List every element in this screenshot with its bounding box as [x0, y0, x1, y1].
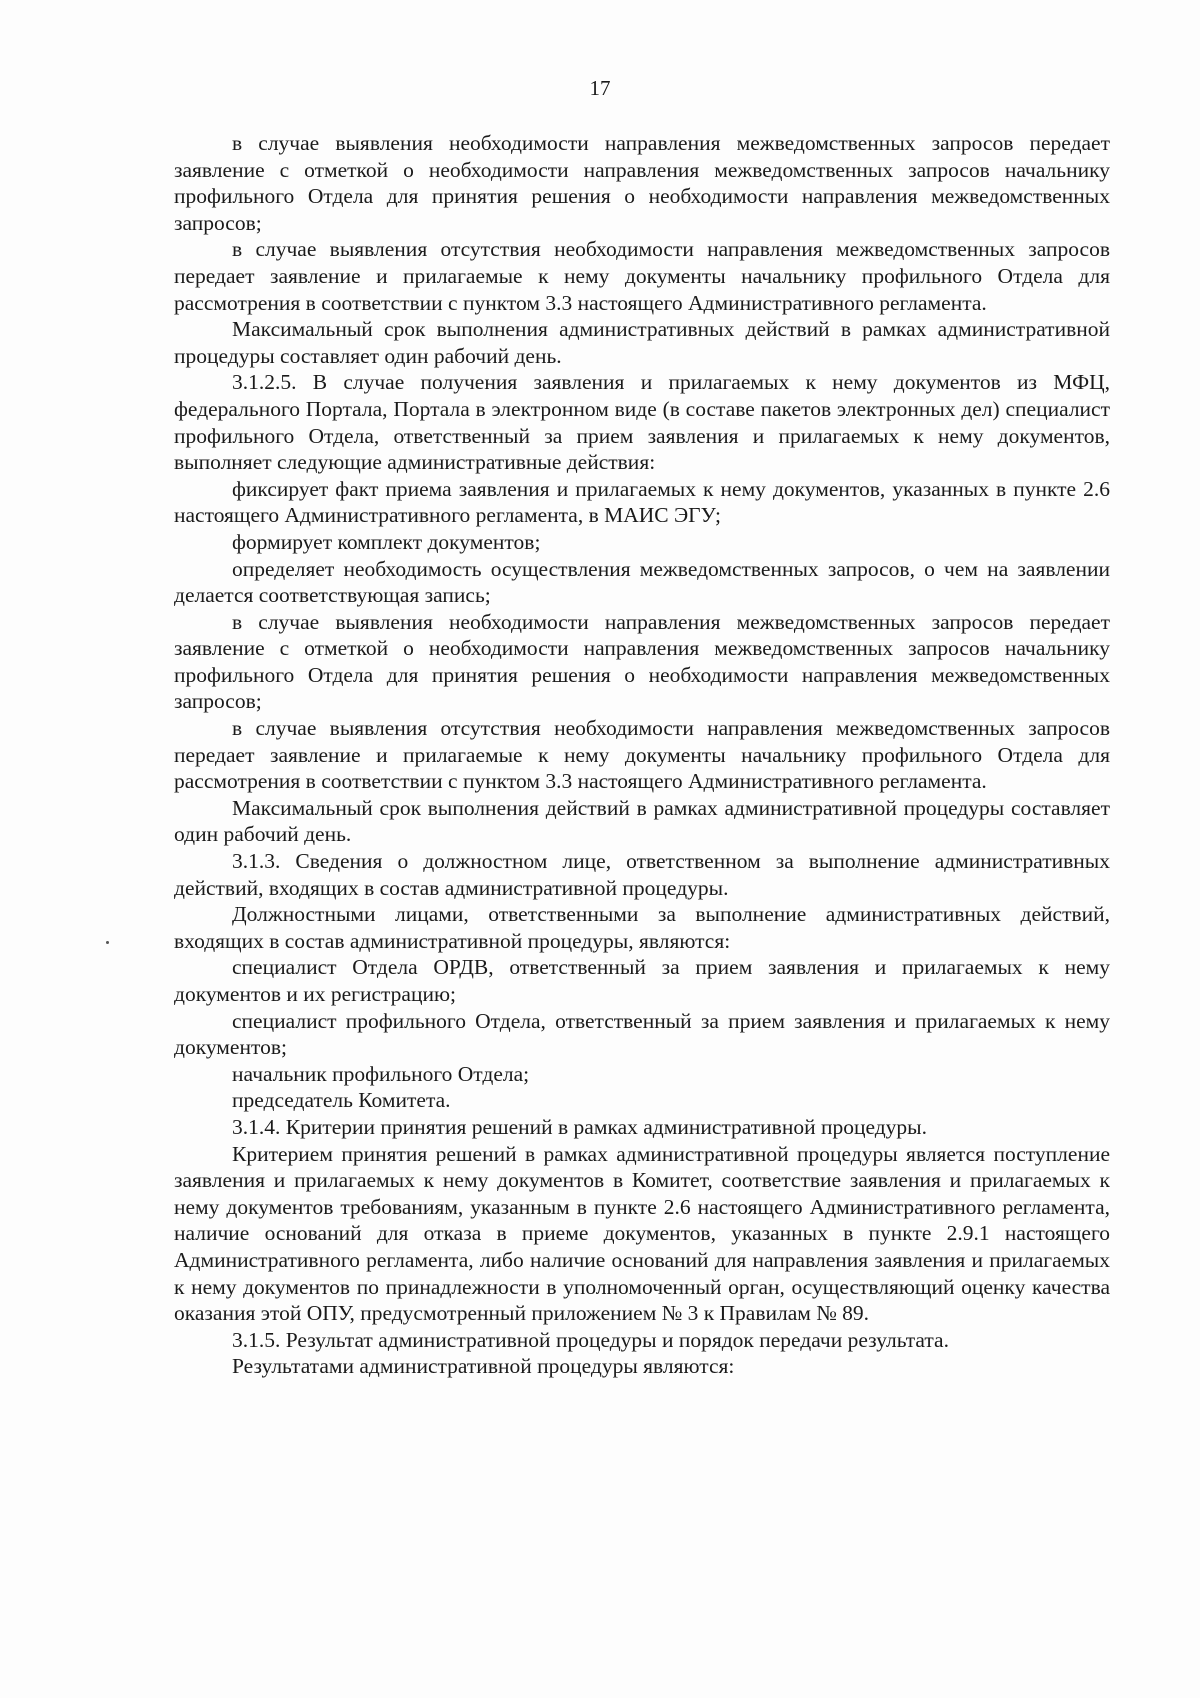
paragraph: 3.1.3. Сведения о должностном лице, ответственном за выполнение административных действий, входящих в состав административной процедуры.: [174, 849, 1110, 900]
paragraph: в случае выявления необходимости направления межведомственных запросов передает заявление с отметкой о необходимости направления межведомственных запросов начальнику профильного Отдела для принятия решения о необходимости направления межведомственных запросов;: [174, 609, 1110, 714]
paragraph: Результатами административной процедуры являются:: [232, 1354, 735, 1379]
paragraph: в случае выявления отсутствия необходимости направления межведомственных запросов передает заявление и прилагаемые к нему документы начальнику профильного Отдела для рассмотрения в соответствии с пунктом 3.3 настоящего Административного регламента.: [174, 237, 1110, 315]
paragraph: специалист профильного Отдела, ответственный за прием заявления и прилагаемых к нему документов;: [174, 1008, 1110, 1060]
document-body: [174, 130, 1110, 1380]
page-number: 17: [589, 76, 611, 100]
paragraph: Максимальный срок выполнения действий в рамках административной процедуры составляет один рабочий день.: [174, 795, 1110, 847]
paragraph: председатель Комитета.: [232, 1088, 451, 1113]
paragraph: специалист Отдела ОРДВ, ответственный за прием заявления и прилагаемых к нему документов и их регистрацию;: [174, 955, 1110, 1006]
paragraph: в случае выявления необходимости направления межведомственных запросов передает заявление с отметкой о необходимости направления межведомственных запросов начальнику профильного Отдела для принятия решения о необходимости направления межведомственных запросов;: [174, 131, 1110, 235]
paragraph: 3.1.5. Результат административной процедуры и порядок передачи результата.: [232, 1327, 949, 1352]
paragraph: определяет необходимость осуществления межведомственных запросов, о чем на заявлении делается соответствующая запись;: [174, 556, 1110, 608]
paragraph: начальник профильного Отдела;: [232, 1061, 530, 1086]
paragraph: формирует комплект документов;: [232, 529, 541, 554]
paragraph: Должностными лицами, ответственными за выполнение административных действий, входящих в состав административной процедуры, являются:: [174, 902, 1110, 953]
paragraph: 3.1.4. Критерии принятия решений в рамках административной процедуры.: [232, 1114, 928, 1139]
paragraph: Максимальный срок выполнения административных действий в рамках административной процедуры составляет один рабочий день.: [174, 317, 1110, 368]
paragraph: в случае выявления отсутствия необходимости направления межведомственных запросов передает заявление и прилагаемые к нему документы начальнику профильного Отдела для рассмотрения в соответствии с пунктом 3.3 настоящего Административного регламента.: [174, 716, 1110, 794]
scan-speck: [106, 941, 109, 944]
paragraph: Критерием принятия решений в рамках административной процедуры является поступление заявления и прилагаемых к нему документов в Комитет, соответствие заявления и прилагаемых к нему документов требованиям, указанным в пункте 2.6 настоящего Административного регламента, наличие оснований для отказа в приеме документов, указанных в пункте 2.9.1 настоящего Административного регламента, либо наличие оснований для направления заявления и прилагаемых к нему документов по принадлежности в уполномоченный орган, осуществляющий оценку качества оказания этой ОПУ, предусмотренный приложением № 3 к Правилам № 89.: [174, 1141, 1110, 1326]
paragraph: 3.1.2.5. В случае получения заявления и прилагаемых к нему документов из МФЦ, федерального Портала, Портала в электронном виде (в составе пакетов электронных дел) специалист профильного Отдела, ответственный за прием заявления и прилагаемых к нему документов, выполняет следующие административные действия:: [174, 370, 1110, 475]
paragraph: фиксирует факт приема заявления и прилагаемых к нему документов, указанных в пункте 2.6 настоящего Административного регламента, в МАИС ЭГУ;: [174, 476, 1110, 528]
